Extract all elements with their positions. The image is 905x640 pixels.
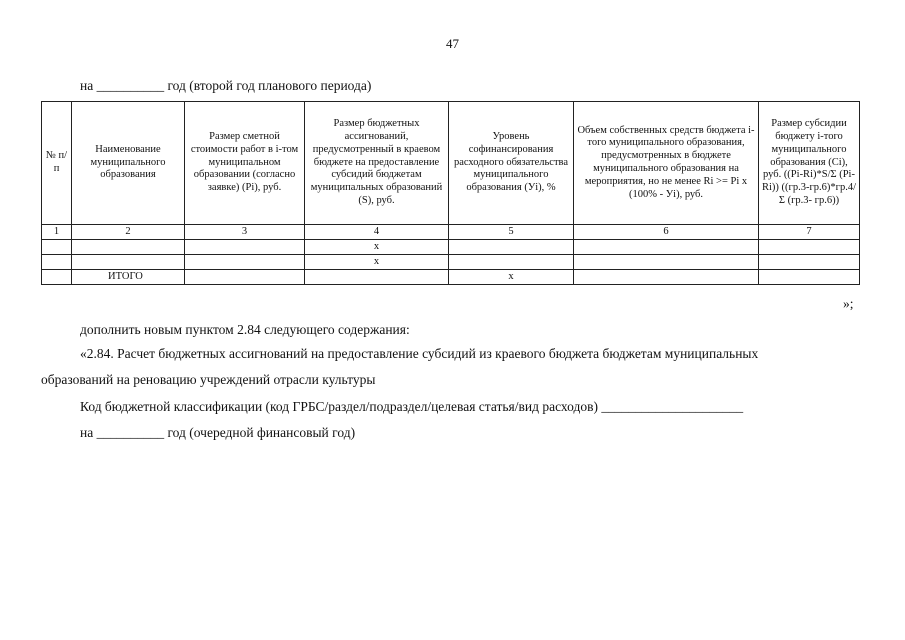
column-number: 1 <box>42 225 72 240</box>
table-cell <box>42 270 72 285</box>
table-header-row <box>42 102 860 225</box>
closing-quote-mark: »; <box>843 296 854 311</box>
table-cell <box>574 240 759 255</box>
table-row <box>42 240 860 255</box>
table-cell <box>759 255 860 270</box>
page-number: 47 <box>446 36 459 51</box>
table-cell: x <box>449 270 574 285</box>
table-cell <box>449 255 574 270</box>
subsidy-calculation-table <box>41 101 860 285</box>
column-number: 5 <box>449 225 574 240</box>
total-row <box>42 270 860 285</box>
header-cofinancing-level: Уровень софинансирования расходного обязательства муниципального образования (Уi), % <box>449 102 574 225</box>
header-estimated-cost: Размер сметной стоимости работ в i-том муниципальном образовании (согласно заявке) (Pi), руб. <box>185 102 305 225</box>
table-cell <box>42 240 72 255</box>
budget-classification-label: Код бюджетной классификации (код ГРБС/раздел/подраздел/целевая статья/вид расходов) <box>80 399 598 414</box>
header-municipality-name: Наименование муниципального образования <box>72 102 185 225</box>
table-cell <box>72 240 185 255</box>
table-cell: x <box>305 240 449 255</box>
planning-period-blank: __________ <box>96 78 165 93</box>
planning-period-suffix: год (второй год планового периода) <box>167 78 372 93</box>
header-subsidy-amount: Размер субсидии бюджету i-того муниципального образования (Ci), руб. ((Pi-Ri)*S/Σ (Pi-Ri)) ((гр.3-гр.6)*гр.4/Σ (гр.3- гр.6)) <box>759 102 860 225</box>
table-cell <box>305 270 449 285</box>
financial-year-blank: __________ <box>96 425 165 440</box>
paragraph-item-title-line1: «2.84. Расчет бюджетных ассигнований на предоставление субсидий из краевого бюджета бюджетам муниципальных <box>80 346 759 361</box>
planning-period-prefix: на <box>80 78 94 93</box>
planning-period-line <box>80 78 371 94</box>
paragraph-add-item: дополнить новым пунктом 2.84 следующего содержания: <box>80 322 410 337</box>
table-cell: x <box>305 255 449 270</box>
header-row-number: № п/п <box>42 102 72 225</box>
column-number: 3 <box>185 225 305 240</box>
table-cell <box>185 255 305 270</box>
financial-year-suffix: год (очередной финансовый год) <box>167 425 356 440</box>
column-numbers-row <box>42 225 860 240</box>
table-cell <box>574 270 759 285</box>
table-cell <box>449 240 574 255</box>
budget-classification-line <box>80 399 743 415</box>
table-cell <box>185 270 305 285</box>
budget-classification-blank: _____________________ <box>601 399 744 414</box>
paragraph-item-title-line2: образований на реновацию учреждений отрасли культуры <box>41 372 376 387</box>
column-number: 4 <box>305 225 449 240</box>
column-number: 7 <box>759 225 860 240</box>
table-cell <box>574 255 759 270</box>
header-budget-allocations: Размер бюджетных ассигнований, предусмотренный в краевом бюджете на предоставление субсидий бюджетам муниципальных образований (S), руб. <box>305 102 449 225</box>
table-cell <box>185 240 305 255</box>
total-label: ИТОГО <box>72 270 185 285</box>
header-own-funds: Объем собственных средств бюджета i-того муниципального образования, предусмотренных в бюджете муниципального образования на мероприятия, но не менее Ri >= Pi x (100% - Уi), руб. <box>574 102 759 225</box>
table-cell <box>72 255 185 270</box>
financial-year-line <box>80 425 355 441</box>
table-cell <box>759 270 860 285</box>
column-number: 6 <box>574 225 759 240</box>
table-cell <box>759 240 860 255</box>
table-cell <box>42 255 72 270</box>
financial-year-prefix: на <box>80 425 94 440</box>
table-row <box>42 255 860 270</box>
column-number: 2 <box>72 225 185 240</box>
